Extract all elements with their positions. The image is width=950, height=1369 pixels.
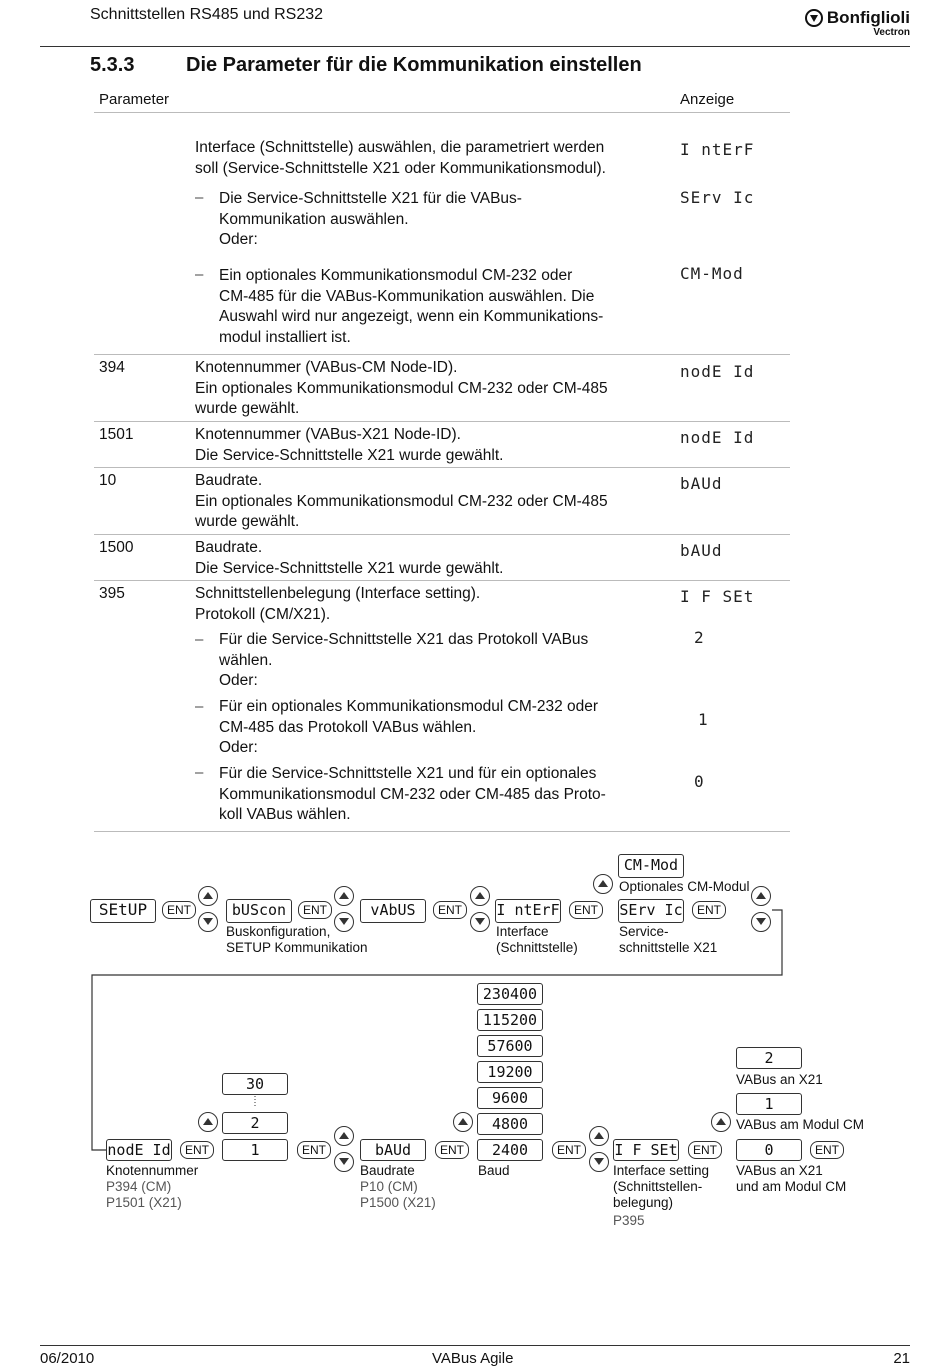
lcd-baud-value: 57600 [477, 1035, 543, 1057]
param-395-option-0: Für die Service-Schnittstelle X21 und für ein optionales Kommunikationsmodul CM-232 oder CM-485 das Proto- koll VABus wählen. [219, 765, 606, 823]
brand-name: Bonfiglioli [826, 8, 910, 27]
interface-option-x21-display: SErv Ic [680, 188, 755, 207]
lcd-baud: bAUd [360, 1139, 426, 1161]
ent-key[interactable]: ENT [692, 901, 726, 919]
param-number: 395 [99, 585, 125, 602]
param-10-display: bAUd [680, 474, 723, 493]
arrow-up-icon[interactable] [751, 886, 771, 906]
param-394-display: nodE Id [680, 362, 755, 381]
list-dash: – [195, 698, 204, 715]
opt-2-label: VABus an X21 [736, 1072, 823, 1087]
footer-rule [40, 1345, 910, 1346]
arrow-up-icon[interactable] [711, 1112, 731, 1132]
lcd-opt-1: 1 [736, 1093, 802, 1115]
col-header-display: Anzeige [680, 91, 735, 108]
brand-sub: Vectron [873, 27, 910, 38]
lcd-node-id: nodE Id [107, 1141, 171, 1159]
cm-mod-label: Optionales CM-Modul [619, 879, 750, 894]
lcd-setup: SEtUP [90, 899, 156, 923]
footer-page: 21 [893, 1350, 910, 1367]
buscon-label: Buskonfiguration, SETUP Kommunikation [226, 924, 368, 955]
list-dash: – [195, 266, 204, 283]
arrow-down-icon[interactable] [751, 912, 771, 932]
ent-key[interactable]: ENT [180, 1141, 214, 1159]
interface-option-x21: Die Service-Schnittstelle X21 für die VABus- Kommunikation auswählen. Oder: [219, 190, 522, 248]
node-label: Knotennummer [106, 1163, 199, 1178]
list-dash: – [195, 189, 204, 206]
lcd-node-value: 30 [222, 1073, 288, 1095]
col-header-parameter: Parameter [99, 91, 170, 108]
interface-option-cm-display: CM-Mod [680, 264, 744, 283]
param-1500-description: Baudrate. Die Service-Schnittstelle X21 wurde gewählt. [195, 539, 504, 577]
arrow-down-icon[interactable] [470, 912, 490, 932]
param-395-option-2: Für die Service-Schnittstelle X21 das Protokoll VABus wählen. Oder: [219, 631, 589, 689]
param-395-option-1-display: 1 [698, 710, 709, 729]
lcd-if-set: I F SEt [614, 1141, 678, 1159]
interface-description: Interface (Schnittstelle) auswählen, die parametriert werden soll (Service-Schnittstelle X21 oder Kommunikationsmodul). [195, 139, 606, 177]
param-395-option-2-display: 2 [694, 628, 705, 647]
lcd-opt-0: 0 [736, 1139, 802, 1161]
running-header: Schnittstellen RS485 und RS232 [90, 6, 324, 23]
baud-values-label: Baud [478, 1163, 510, 1178]
lcd-interface: I ntErF [495, 899, 561, 923]
if-set-param: P395 [613, 1213, 645, 1228]
arrow-down-icon[interactable] [334, 1152, 354, 1172]
param-number: 10 [99, 472, 117, 489]
ent-key[interactable]: ENT [297, 1141, 331, 1159]
param-1501-description: Knotennummer (VABus-X21 Node-ID). Die Service-Schnittstelle X21 wurde gewählt. [195, 426, 504, 464]
ent-key[interactable]: ENT [552, 1141, 586, 1159]
baud-params: P10 (CM) P1500 (X21) [360, 1179, 436, 1210]
interface-label: Interface (Schnittstelle) [496, 924, 578, 955]
param-395-option-1: Für ein optionales Kommunikationsmodul CM-232 oder CM-485 das Protokoll VABus wählen. Oder: [219, 698, 599, 756]
footer-doc: VABus Agile [432, 1350, 514, 1367]
param-1501-display: nodE Id [680, 428, 755, 447]
arrow-down-icon[interactable] [589, 1152, 609, 1172]
arrow-up-icon[interactable] [198, 886, 218, 906]
param-10-description: Baudrate. Ein optionales Kommunikationsmodul CM-232 oder CM-485 wurde gewählt. [195, 472, 608, 530]
param-395-description: Schnittstellenbelegung (Interface setting). Protokoll (CM/X21). [195, 585, 481, 623]
opt-1-label: VABus am Modul CM [736, 1117, 865, 1132]
param-number: 1501 [99, 426, 134, 443]
param-number: 394 [99, 359, 125, 376]
param-1500-display: bAUd [680, 541, 723, 560]
service-label: Service- schnittstelle X21 [619, 924, 718, 955]
param-394-description: Knotennummer (VABus-CM Node-ID). Ein optionales Kommunikationsmodul CM-232 oder CM-485 wurde gewählt. [195, 359, 608, 417]
lcd-baud-value: 2400 [477, 1139, 543, 1161]
baud-label: Baudrate [360, 1163, 415, 1178]
ent-key[interactable]: ENT [298, 901, 332, 919]
node-params: P394 (CM) P1501 (X21) [106, 1179, 182, 1210]
lcd-cm-mod: CM-Mod [618, 854, 684, 878]
section-title: Die Parameter für die Kommunikation einstellen [186, 54, 642, 76]
ent-key[interactable]: ENT [435, 1141, 469, 1159]
opt-0-label: VABus an X21 und am Modul CM [736, 1163, 847, 1194]
param-395-option-0-display: 0 [694, 772, 705, 791]
ent-key[interactable]: ENT [433, 901, 467, 919]
ent-key[interactable]: ENT [688, 1141, 722, 1159]
lcd-vabus: vAbUS [360, 899, 426, 923]
arrow-up-icon[interactable] [470, 886, 490, 906]
param-number: 1500 [99, 539, 134, 556]
interface-option-cm: Ein optionales Kommunikationsmodul CM-232 oder CM-485 für die VABus-Kommunikation auswählen. Die Auswahl wird nur angezeigt, wenn ein Kommunikations- modul installiert ist. [219, 267, 604, 346]
arrow-up-icon[interactable] [334, 1126, 354, 1146]
lcd-baud-value: 19200 [477, 1061, 543, 1083]
interface-display: I ntErF [680, 140, 755, 159]
list-dash: – [195, 764, 204, 781]
ent-key[interactable]: ENT [810, 1141, 844, 1159]
list-dash: – [195, 631, 204, 648]
if-set-label: Interface setting (Schnittstellen- belegung) [613, 1163, 710, 1210]
lcd-buscon: bUScon [226, 899, 292, 923]
arrow-up-icon[interactable] [593, 874, 613, 894]
lcd-baud-value: 230400 [477, 983, 543, 1005]
arrow-up-icon[interactable] [589, 1126, 609, 1146]
param-395-display: I F SEt [680, 587, 755, 606]
arrow-up-icon[interactable] [334, 886, 354, 906]
arrow-up-icon[interactable] [453, 1112, 473, 1132]
lcd-node-value: 1 [222, 1139, 288, 1161]
arrow-down-icon[interactable] [198, 912, 218, 932]
footer-date: 06/2010 [40, 1350, 95, 1367]
section-number: 5.3.3 [90, 54, 135, 76]
ent-key[interactable]: ENT [569, 901, 603, 919]
arrow-up-icon[interactable] [198, 1112, 218, 1132]
lcd-node-value: 2 [222, 1112, 288, 1134]
lcd-service: SErv Ic [618, 899, 684, 923]
arrow-down-icon[interactable] [334, 912, 354, 932]
lcd-baud-value: 115200 [477, 1009, 543, 1031]
lcd-baud-value: 4800 [477, 1113, 543, 1135]
lcd-opt-2: 2 [736, 1047, 802, 1069]
lcd-baud-value: 9600 [477, 1087, 543, 1109]
ent-key[interactable]: ENT [162, 901, 196, 919]
